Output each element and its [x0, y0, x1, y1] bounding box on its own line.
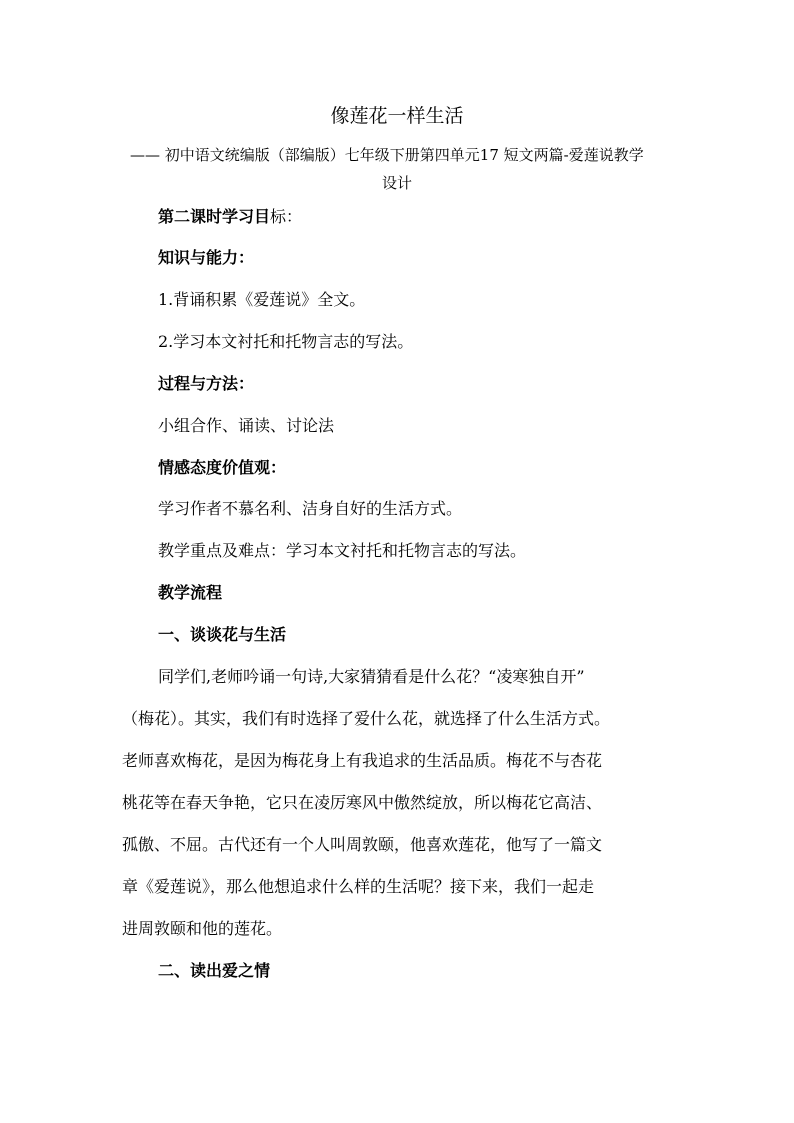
knowledge-item-2: 2.学习本文衬托和托物言志的写法。 — [158, 332, 414, 351]
section2-heading: 二、读出爱之情 — [158, 961, 271, 980]
knowledge-item-1: 1.背诵积累《爱莲说》全文。 — [158, 290, 366, 309]
section1-para-line: 同学们,老师吟诵一句诗,大家猜猜看是什么花？“凌寒独自开” — [158, 667, 585, 686]
page-title: 像莲花一样生活 — [330, 105, 464, 127]
section1-para-line: 章《爱莲说》，那么他想追求什么样的生活呢？接下来，我们一起走 — [122, 877, 595, 896]
section1-heading: 一、谈谈花与生活 — [158, 625, 287, 644]
knowledge-heading: 知识与能力： — [158, 248, 255, 267]
section1-para-line: 老师喜欢梅花，是因为梅花身上有我追求的生活品质。梅花不与杏花 — [122, 751, 603, 770]
emotion-heading: 情感态度价值观： — [158, 458, 287, 477]
objectives-heading — [158, 204, 302, 230]
section1-para-line: （梅花）。其实，我们有时选择了爱什么花，就选择了什么生活方式。 — [122, 709, 611, 728]
objectives-heading-rest: 标： — [270, 207, 303, 226]
section1-para-line: 进周敦颐和他的莲花。 — [122, 919, 283, 938]
emotion-text: 学习作者不慕名利、洁身自好的生活方式。 — [158, 499, 463, 518]
process-heading: 过程与方法： — [158, 374, 255, 393]
section1-para-line: 桃花等在春天争艳，它只在凌厉寒风中傲然绽放，所以梅花它高洁、 — [122, 793, 603, 812]
subtitle-line-1: —— 初中语文统编版（部编版）七年级下册第四单元17 短文两篇-爱莲说教学 — [130, 146, 644, 164]
key-points: 教学重点及难点：学习本文衬托和托物言志的写法。 — [158, 541, 527, 560]
subtitle-line-2: 设计 — [381, 174, 412, 192]
objectives-heading-bold: 第二课时学习目 — [158, 207, 271, 226]
process-text: 小组合作、诵读、讨论法 — [158, 416, 335, 435]
flow-heading: 教学流程 — [158, 583, 223, 602]
section1-para-line: 孤傲、不屈。古代还有一个人叫周敦颐，他喜欢莲花，他写了一篇文 — [122, 835, 603, 854]
